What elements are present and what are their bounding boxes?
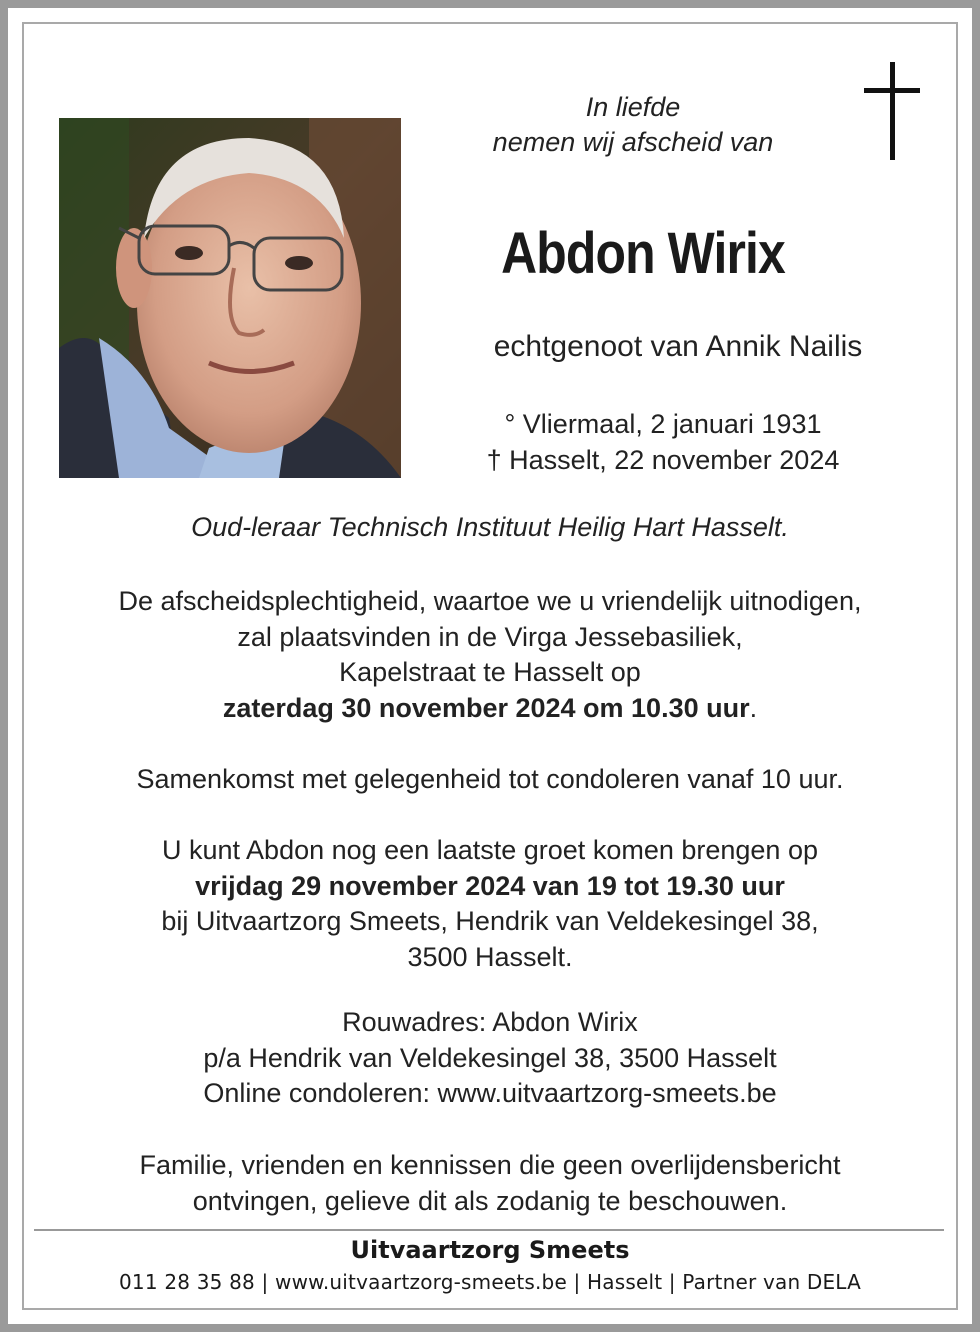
intro-line-1: In liefde xyxy=(585,92,681,122)
ceremony-date-suffix: . xyxy=(749,692,758,723)
portrait-photo xyxy=(59,118,401,478)
ceremony-date xyxy=(28,691,952,727)
notice-block xyxy=(28,1148,952,1219)
cross-icon xyxy=(864,62,924,160)
notice-line-2: ontvingen, gelieve dit als zodanig te beschouwen. xyxy=(192,1185,788,1216)
ceremony-date-bold: zaterdag 30 november 2024 om 10.30 uur xyxy=(222,692,750,723)
ceremony-line-1: De afscheidsplechtigheid, waartoe we u vriendelijk uitnodigen, xyxy=(118,586,862,616)
visitation-line-1: U kunt Abdon nog een laatste groet komen brengen op xyxy=(162,835,818,865)
visitation-block xyxy=(28,833,952,975)
life-dates xyxy=(428,406,898,478)
spouse-line: echtgenoot van Annik Nailis xyxy=(493,330,863,363)
footer-title: Uitvaartzorg Smeets xyxy=(350,1236,630,1264)
address-line-2: p/a Hendrik van Veldekesingel 38, 3500 Hasselt xyxy=(203,1042,777,1073)
footer-divider xyxy=(34,1229,944,1231)
ceremony-block xyxy=(28,584,952,726)
footer-info: 011 28 35 88 | www.uitvaartzorg-smeets.be | Hasselt | Partner van DELA xyxy=(118,1270,861,1294)
birth-line: ° Vliermaal, 2 januari 1931 xyxy=(504,409,822,439)
visitation-line-3: bij Uitvaartzorg Smeets, Hendrik van Veldekesingel 38, xyxy=(161,906,819,936)
visitation-date: vrijdag 29 november 2024 van 19 tot 19.30 uur xyxy=(195,870,785,901)
ceremony-line-3: Kapelstraat te Hasselt op xyxy=(339,657,641,687)
intro-line-2: nemen wij afscheid van xyxy=(492,127,774,157)
visitation-line-4: 3500 Hasselt. xyxy=(407,941,573,972)
profession-line: Oud-leraar Technisch Instituut Heilig Hart Hasselt. xyxy=(191,512,789,542)
notice-line-1: Familie, vrienden en kennissen die geen overlijdensbericht xyxy=(139,1150,841,1180)
address-line-3: Online condoleren: www.uitvaartzorg-smeets.be xyxy=(203,1078,777,1108)
obituary-card xyxy=(8,8,972,1324)
deceased-name: Abdon Wirix xyxy=(501,221,785,286)
intro-text xyxy=(438,90,828,160)
death-line: † Hasselt, 22 november 2024 xyxy=(486,445,840,475)
address-line-1: Rouwadres: Abdon Wirix xyxy=(342,1007,638,1037)
ceremony-line-2: zal plaatsvinden in de Virga Jessebasiliek, xyxy=(237,621,743,652)
gathering-line: Samenkomst met gelegenheid tot condoleren vanaf 10 uur. xyxy=(136,764,844,794)
address-block xyxy=(28,1005,952,1112)
